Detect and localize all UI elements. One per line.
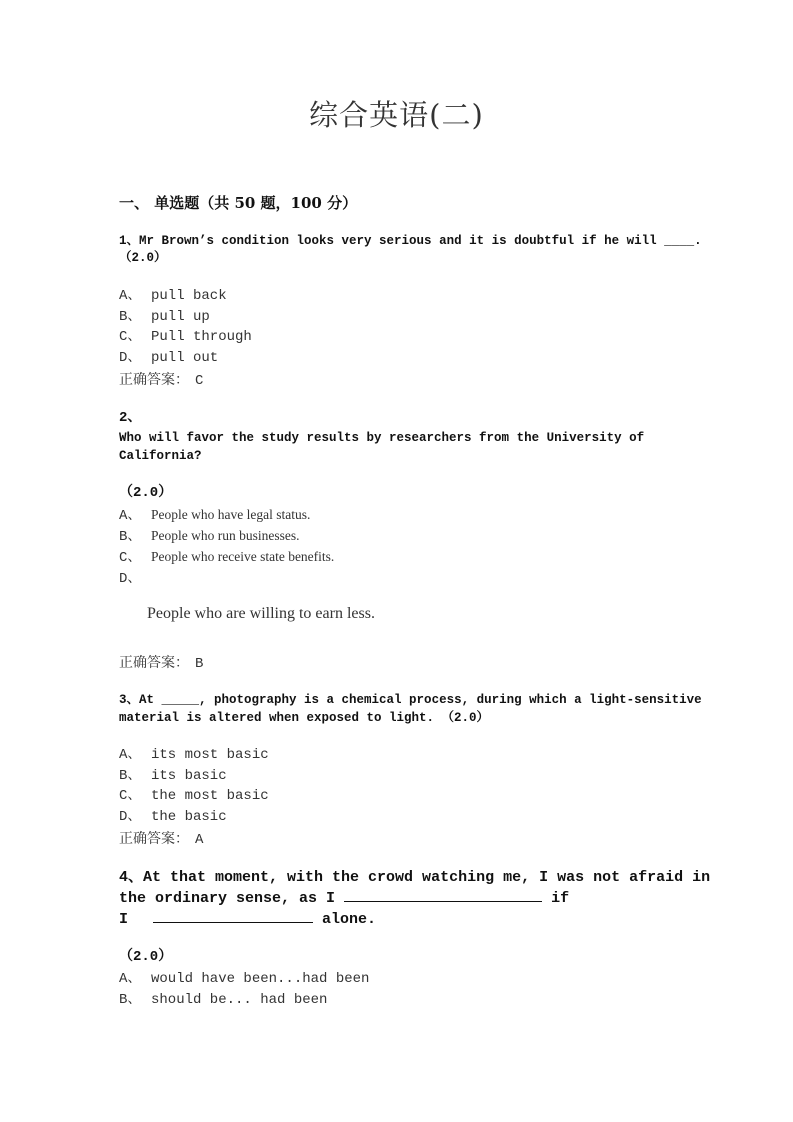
question-1-stem (119, 232, 702, 250)
section-heading: 一、 单选题（共 50 题，100 分） (119, 194, 358, 212)
answer-label: 正确答案： (119, 655, 189, 671)
question-2-option-c[interactable] (119, 547, 334, 568)
answer-label: 正确答案： (119, 372, 189, 388)
question-3-stem-line2: material is altered when exposed to light. （2.0） (119, 711, 490, 725)
option-letter: D、 (119, 571, 142, 587)
question-2-option-a[interactable] (119, 505, 310, 526)
option-text: pull out (151, 350, 219, 366)
question-1-option-b[interactable] (119, 307, 210, 327)
option-text: Pull through (151, 329, 252, 345)
question-number: 4、 (119, 869, 144, 886)
option-text: People who run businesses. (151, 528, 300, 543)
question-text: the ordinary sense, as I (119, 890, 336, 907)
document-title: 综合英语(二) (309, 98, 484, 132)
option-text: pull back (151, 288, 227, 304)
question-2-number: 2、 (119, 410, 142, 426)
question-2-stem-line1: Who will favor the study results by researchers from the University of (119, 431, 645, 445)
answer-value: A (195, 832, 204, 848)
option-text: the most basic (151, 788, 269, 804)
question-number: 1、 (119, 234, 140, 248)
option-letter: D、 (119, 350, 142, 366)
question-2-stem-line2: California? (119, 449, 202, 463)
option-text: pull up (151, 309, 210, 325)
option-letter: A、 (119, 971, 142, 987)
question-text: if (551, 890, 570, 907)
question-2-score: （2.0） (119, 485, 173, 501)
question-3-option-a[interactable] (119, 745, 269, 765)
question-text: alone. (322, 911, 377, 928)
question-text: At that moment, with the crowd watching me, I was not afraid in (143, 869, 711, 886)
option-letter: A、 (119, 747, 142, 763)
question-3-answer (119, 828, 203, 848)
fill-in-blank-2 (153, 910, 313, 923)
question-3-option-b[interactable] (119, 766, 227, 786)
question-4-stem-line1 (119, 867, 710, 888)
question-1-option-a[interactable] (119, 286, 227, 306)
answer-value: C (195, 373, 204, 389)
option-letter: B、 (119, 309, 142, 325)
question-number: 3、 (119, 693, 140, 707)
option-letter: D、 (119, 809, 142, 825)
question-text: Mr Brown’s condition looks very serious and it is doubtful if he will ____. (139, 234, 702, 248)
option-text: should be... had been (151, 992, 328, 1008)
option-text: its most basic (151, 747, 269, 763)
question-2-answer (119, 652, 203, 672)
option-letter: B、 (119, 529, 142, 545)
question-text: At _____, photography is a chemical process, during which a light-sensitive (139, 693, 702, 707)
question-3-option-c[interactable] (119, 786, 269, 806)
question-3-option-d[interactable] (119, 807, 227, 827)
option-text: the basic (151, 809, 227, 825)
question-1-option-c[interactable] (119, 327, 252, 347)
option-letter: A、 (119, 288, 142, 304)
option-text: People who receive state benefits. (151, 549, 335, 564)
question-2-option-d[interactable] (119, 568, 151, 589)
option-letter: A、 (119, 508, 142, 524)
option-text: would have been...had been (151, 971, 370, 987)
question-2-option-d-text[interactable]: People who are willing to earn less. (147, 605, 375, 622)
question-2-option-b[interactable] (119, 526, 300, 547)
question-1-score: （2.0） (119, 251, 167, 265)
question-text: I (119, 911, 129, 928)
question-4-option-a[interactable] (119, 969, 369, 989)
answer-value: B (195, 656, 204, 672)
question-1-answer (119, 369, 203, 389)
question-4-score: （2.0） (119, 949, 173, 965)
question-3-stem-line1 (119, 691, 702, 709)
option-letter: B、 (119, 768, 142, 784)
option-text: People who have legal status. (151, 507, 311, 522)
question-4-stem-line2 (119, 888, 569, 909)
option-letter: C、 (119, 329, 142, 345)
answer-label: 正确答案： (119, 831, 189, 847)
fill-in-blank-1 (344, 889, 542, 902)
question-1-option-d[interactable] (119, 348, 218, 368)
question-4-stem-line3 (119, 909, 376, 930)
option-letter: C、 (119, 550, 142, 566)
option-letter: B、 (119, 992, 142, 1008)
option-text: its basic (151, 768, 227, 784)
option-letter: C、 (119, 788, 142, 804)
question-4-option-b[interactable] (119, 990, 327, 1010)
